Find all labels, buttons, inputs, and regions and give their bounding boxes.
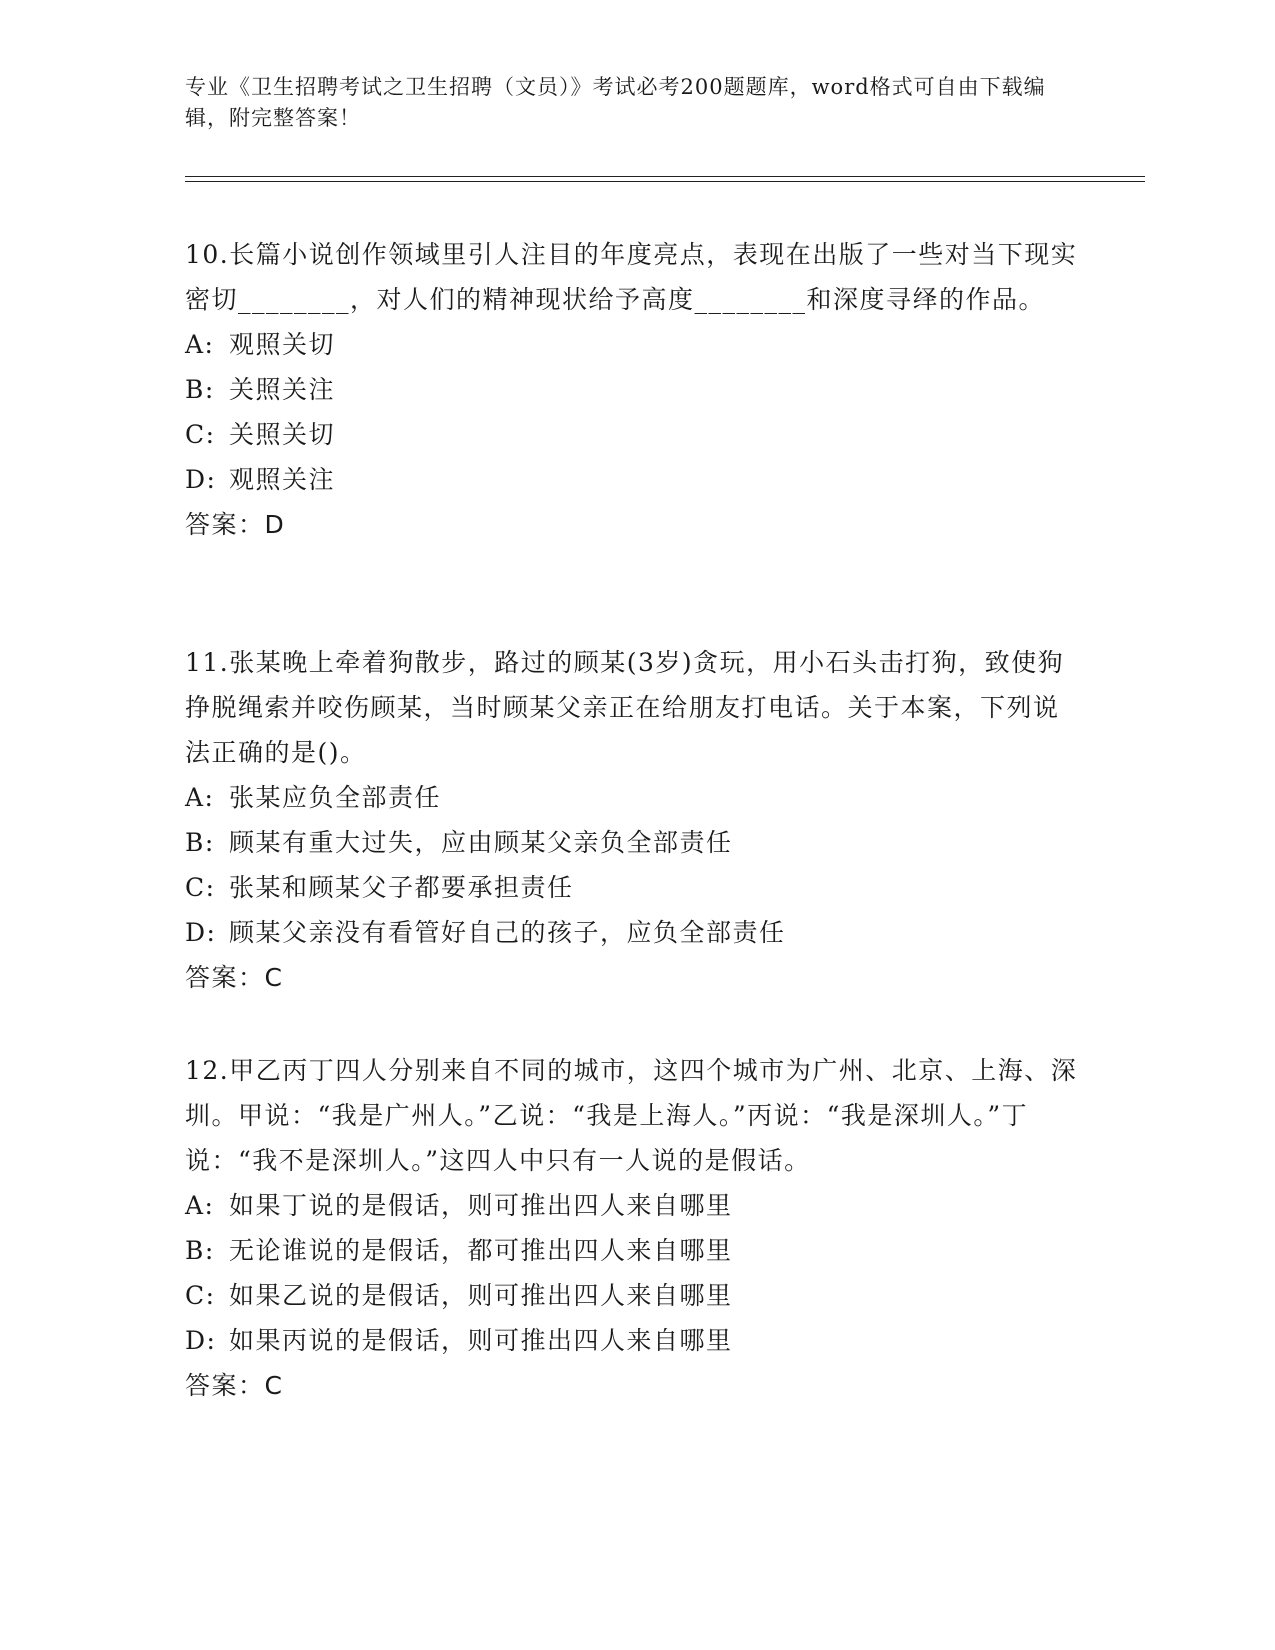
- question-11: [185, 640, 1085, 1000]
- option-text: 顾某有重大过失，应由顾某父亲负全部责任: [229, 828, 733, 857]
- option-a: [185, 1183, 1085, 1228]
- option-c: [185, 412, 1085, 457]
- option-d: [185, 457, 1085, 502]
- answer-line: 答案：D: [185, 510, 286, 539]
- option-text: 关照关切: [229, 420, 336, 449]
- question-stem: 10.长篇小说创作领域里引人注目的年度亮点，表现在出版了一些对当下现实密切________，对人们的精神现状给予高度________和深度寻绎的作品。: [185, 240, 1078, 314]
- option-key: D:: [185, 918, 217, 947]
- option-b: [185, 367, 1085, 412]
- option-key: C:: [185, 420, 216, 449]
- option-key: A:: [185, 783, 215, 812]
- option-key: C:: [185, 1281, 216, 1310]
- option-key: A:: [185, 1191, 215, 1220]
- option-key: B:: [185, 1236, 215, 1265]
- question-stem: 11.张某晚上牵着狗散步，路过的顾某(3岁)贪玩，用小石头击打狗，致使狗挣脱绳索并咬伤顾某，当时顾某父亲正在给朋友打电话。关于本案，下列说法正确的是()。: [185, 648, 1065, 767]
- option-text: 观照关注: [229, 465, 336, 494]
- option-d: [185, 1318, 1085, 1363]
- option-c: [185, 865, 1085, 910]
- answer-line: 答案：C: [185, 963, 284, 992]
- option-a: [185, 322, 1085, 367]
- option-text: 如果乙说的是假话，则可推出四人来自哪里: [229, 1281, 733, 1310]
- option-b: [185, 820, 1085, 865]
- option-text: 无论谁说的是假话，都可推出四人来自哪里: [229, 1236, 733, 1265]
- question-stem: 12.甲乙丙丁四人分别来自不同的城市，这四个城市为广州、北京、上海、深圳。甲说：“我是广州人。”乙说：“我是上海人。”丙说：“我是深圳人。”丁说：“我不是深圳人。”这四人中只有一人说的是假话。: [185, 1056, 1078, 1175]
- option-a: [185, 775, 1085, 820]
- document-header: 专业《卫生招聘考试之卫生招聘（文员）》考试必考200题题库，word格式可自由下载编辑，附完整答案！: [185, 75, 1046, 130]
- option-key: A:: [185, 330, 215, 359]
- header-divider-bottom: [185, 181, 1145, 182]
- answer-line: 答案：C: [185, 1371, 284, 1400]
- option-text: 顾某父亲没有看管好自己的孩子，应负全部责任: [229, 918, 786, 947]
- option-text: 张某应负全部责任: [229, 783, 442, 812]
- header-divider-top: [185, 176, 1145, 177]
- option-text: 关照关注: [229, 375, 336, 404]
- option-text: 张某和顾某父子都要承担责任: [229, 873, 574, 902]
- option-text: 如果丁说的是假话，则可推出四人来自哪里: [229, 1191, 733, 1220]
- question-10: [185, 232, 1085, 547]
- question-12: [185, 1048, 1085, 1408]
- option-text: 观照关切: [229, 330, 336, 359]
- option-c: [185, 1273, 1085, 1318]
- option-key: B:: [185, 375, 215, 404]
- option-key: C:: [185, 873, 216, 902]
- option-key: B:: [185, 828, 215, 857]
- option-b: [185, 1228, 1085, 1273]
- option-text: 如果丙说的是假话，则可推出四人来自哪里: [229, 1326, 733, 1355]
- option-d: [185, 910, 1085, 955]
- option-key: D:: [185, 465, 217, 494]
- option-key: D:: [185, 1326, 217, 1355]
